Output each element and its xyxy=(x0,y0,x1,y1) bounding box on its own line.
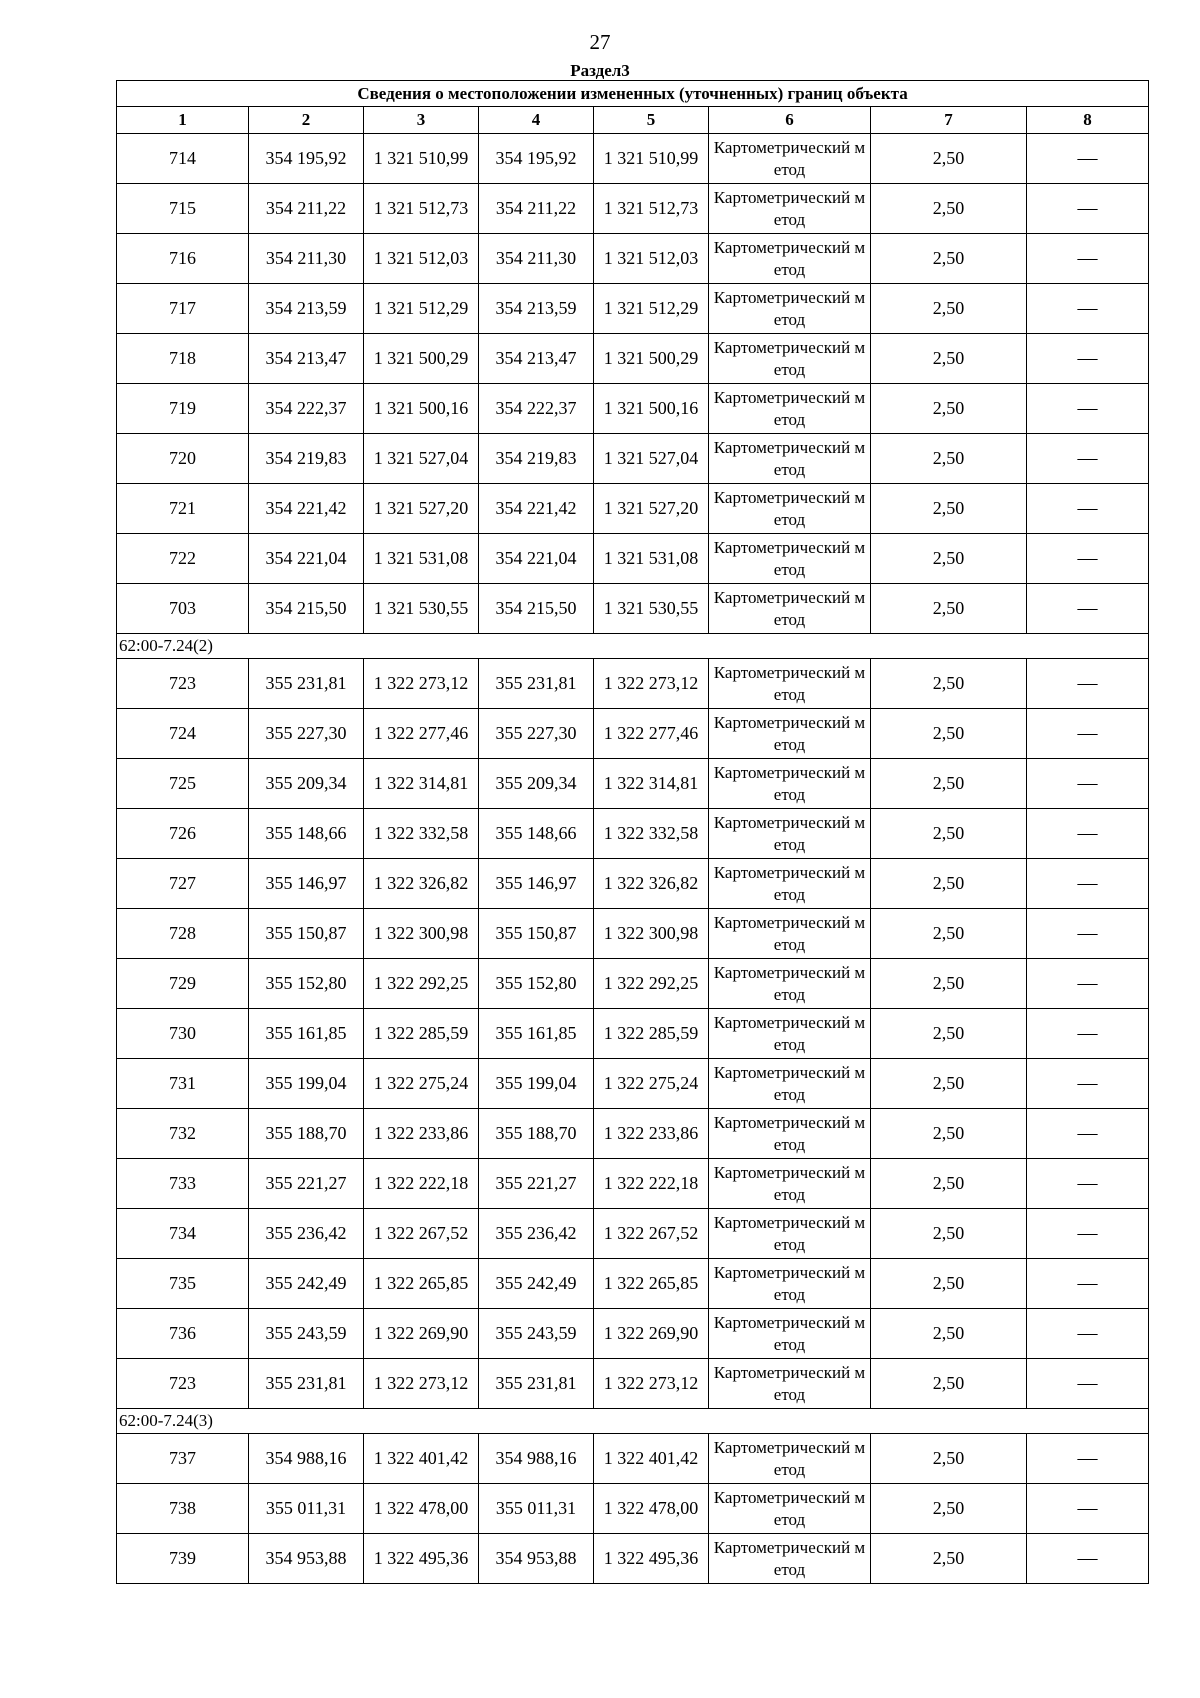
table-row xyxy=(117,1259,1149,1309)
accuracy-cell: 2,50 xyxy=(871,759,1027,809)
accuracy-cell: 2,50 xyxy=(871,1059,1027,1109)
table-row xyxy=(117,1159,1149,1209)
coordinate-cell: 1 322 292,25 xyxy=(364,959,479,1009)
coordinate-cell: 354 215,50 xyxy=(479,584,594,634)
accuracy-cell: 2,50 xyxy=(871,534,1027,584)
point-number-cell: 714 xyxy=(117,134,249,184)
coordinate-cell: 1 321 530,55 xyxy=(364,584,479,634)
note-cell: — xyxy=(1027,284,1149,334)
coordinate-cell: 1 321 527,20 xyxy=(364,484,479,534)
coordinate-cell: 355 236,42 xyxy=(249,1209,364,1259)
coordinate-cell: 355 150,87 xyxy=(479,909,594,959)
coordinate-cell: 1 321 510,99 xyxy=(364,134,479,184)
coordinate-cell: 1 322 233,86 xyxy=(594,1109,709,1159)
coordinate-cell: 355 148,66 xyxy=(249,809,364,859)
table-row xyxy=(117,1534,1149,1584)
accuracy-cell: 2,50 xyxy=(871,1309,1027,1359)
accuracy-cell: 2,50 xyxy=(871,909,1027,959)
point-number-cell: 739 xyxy=(117,1534,249,1584)
accuracy-cell: 2,50 xyxy=(871,1009,1027,1059)
table-row xyxy=(117,1434,1149,1484)
point-number-cell: 733 xyxy=(117,1159,249,1209)
coordinate-cell: 1 322 285,59 xyxy=(594,1009,709,1059)
coordinate-cell: 354 219,83 xyxy=(479,434,594,484)
coordinate-cell: 354 988,16 xyxy=(249,1434,364,1484)
coordinate-cell: 1 321 512,03 xyxy=(364,234,479,284)
point-number-cell: 732 xyxy=(117,1109,249,1159)
accuracy-cell: 2,50 xyxy=(871,184,1027,234)
method-cell: Картометрический метод xyxy=(709,1109,871,1159)
accuracy-cell: 2,50 xyxy=(871,234,1027,284)
note-cell: — xyxy=(1027,234,1149,284)
accuracy-cell: 2,50 xyxy=(871,1434,1027,1484)
note-cell: — xyxy=(1027,1484,1149,1534)
column-number: 8 xyxy=(1027,107,1149,134)
coordinate-cell: 1 322 332,58 xyxy=(594,809,709,859)
group-label: 62:00-7.24(3) xyxy=(117,1409,1149,1434)
point-number-cell: 722 xyxy=(117,534,249,584)
coordinate-cell: 355 188,70 xyxy=(479,1109,594,1159)
coordinate-cell: 355 221,27 xyxy=(249,1159,364,1209)
note-cell: — xyxy=(1027,1059,1149,1109)
coordinate-cell: 355 209,34 xyxy=(249,759,364,809)
method-cell: Картометрический метод xyxy=(709,584,871,634)
note-cell: — xyxy=(1027,134,1149,184)
accuracy-cell: 2,50 xyxy=(871,959,1027,1009)
note-cell: — xyxy=(1027,434,1149,484)
note-cell: — xyxy=(1027,484,1149,534)
table-row xyxy=(117,859,1149,909)
coordinate-cell: 354 221,04 xyxy=(249,534,364,584)
table-row xyxy=(117,1059,1149,1109)
point-number-cell: 726 xyxy=(117,809,249,859)
point-number-cell: 723 xyxy=(117,1359,249,1409)
coordinate-cell: 1 322 222,18 xyxy=(594,1159,709,1209)
method-cell: Картометрический метод xyxy=(709,1534,871,1584)
coordinate-cell: 355 221,27 xyxy=(479,1159,594,1209)
coordinate-cell: 354 211,30 xyxy=(249,234,364,284)
method-cell: Картометрический метод xyxy=(709,1059,871,1109)
column-number: 2 xyxy=(249,107,364,134)
page-number: 27 xyxy=(589,30,611,54)
coordinate-cell: 355 011,31 xyxy=(249,1484,364,1534)
method-cell: Картометрический метод xyxy=(709,234,871,284)
point-number-cell: 727 xyxy=(117,859,249,909)
coordinate-cell: 1 321 531,08 xyxy=(364,534,479,584)
coordinate-cell: 355 242,49 xyxy=(249,1259,364,1309)
note-cell: — xyxy=(1027,384,1149,434)
point-number-cell: 738 xyxy=(117,1484,249,1534)
coordinate-cell: 354 221,42 xyxy=(479,484,594,534)
note-cell: — xyxy=(1027,859,1149,909)
accuracy-cell: 2,50 xyxy=(871,1359,1027,1409)
note-cell: — xyxy=(1027,334,1149,384)
point-number-cell: 725 xyxy=(117,759,249,809)
coordinate-cell: 355 231,81 xyxy=(249,659,364,709)
coordinate-cell: 1 321 531,08 xyxy=(594,534,709,584)
coordinate-cell: 355 227,30 xyxy=(249,709,364,759)
method-cell: Картометрический метод xyxy=(709,1359,871,1409)
table-row xyxy=(117,584,1149,634)
column-number-row xyxy=(117,107,1149,134)
accuracy-cell: 2,50 xyxy=(871,1109,1027,1159)
method-cell: Картометрический метод xyxy=(709,959,871,1009)
point-number-cell: 724 xyxy=(117,709,249,759)
table-row xyxy=(117,1359,1149,1409)
coordinate-cell: 1 322 285,59 xyxy=(364,1009,479,1059)
coordinate-cell: 1 322 314,81 xyxy=(364,759,479,809)
coordinate-cell: 354 213,59 xyxy=(249,284,364,334)
coordinate-cell: 1 321 530,55 xyxy=(594,584,709,634)
coordinate-cell: 354 215,50 xyxy=(249,584,364,634)
note-cell: — xyxy=(1027,1534,1149,1584)
accuracy-cell: 2,50 xyxy=(871,859,1027,909)
accuracy-cell: 2,50 xyxy=(871,659,1027,709)
coordinate-cell: 1 321 510,99 xyxy=(594,134,709,184)
coordinate-cell: 1 321 512,73 xyxy=(364,184,479,234)
point-number-cell: 718 xyxy=(117,334,249,384)
coordinate-cell: 355 243,59 xyxy=(479,1309,594,1359)
coordinate-cell: 355 011,31 xyxy=(479,1484,594,1534)
note-cell: — xyxy=(1027,1359,1149,1409)
method-cell: Картометрический метод xyxy=(709,1259,871,1309)
table-row xyxy=(117,809,1149,859)
method-cell: Картометрический метод xyxy=(709,1484,871,1534)
method-cell: Картометрический метод xyxy=(709,709,871,759)
coordinate-cell: 1 322 269,90 xyxy=(364,1309,479,1359)
coordinate-cell: 1 322 495,36 xyxy=(364,1534,479,1584)
coordinate-cell: 1 322 273,12 xyxy=(594,1359,709,1409)
method-cell: Картометрический метод xyxy=(709,1159,871,1209)
column-number: 4 xyxy=(479,107,594,134)
point-number-cell: 728 xyxy=(117,909,249,959)
note-cell: — xyxy=(1027,1259,1149,1309)
point-number-cell: 721 xyxy=(117,484,249,534)
accuracy-cell: 2,50 xyxy=(871,809,1027,859)
coordinate-cell: 1 322 326,82 xyxy=(594,859,709,909)
coordinate-cell: 1 322 478,00 xyxy=(594,1484,709,1534)
coordinate-cell: 1 322 326,82 xyxy=(364,859,479,909)
accuracy-cell: 2,50 xyxy=(871,434,1027,484)
method-cell: Картометрический метод xyxy=(709,809,871,859)
note-cell: — xyxy=(1027,1109,1149,1159)
coordinate-cell: 354 953,88 xyxy=(479,1534,594,1584)
accuracy-cell: 2,50 xyxy=(871,1209,1027,1259)
group-label: 62:00-7.24(2) xyxy=(117,634,1149,659)
note-cell: — xyxy=(1027,759,1149,809)
table-row xyxy=(117,959,1149,1009)
note-cell: — xyxy=(1027,809,1149,859)
coordinate-cell: 1 322 273,12 xyxy=(364,659,479,709)
coordinate-cell: 1 322 267,52 xyxy=(364,1209,479,1259)
column-number: 5 xyxy=(594,107,709,134)
method-cell: Картометрический метод xyxy=(709,184,871,234)
coordinate-cell: 1 322 273,12 xyxy=(594,659,709,709)
accuracy-cell: 2,50 xyxy=(871,1484,1027,1534)
coordinate-cell: 355 231,81 xyxy=(479,1359,594,1409)
coordinate-cell: 354 953,88 xyxy=(249,1534,364,1584)
coordinate-cell: 1 322 233,86 xyxy=(364,1109,479,1159)
coordinate-cell: 1 321 527,04 xyxy=(364,434,479,484)
boundary-coordinates-table xyxy=(116,80,1149,1584)
table-row xyxy=(117,909,1149,959)
coordinate-cell: 355 199,04 xyxy=(479,1059,594,1109)
coordinate-cell: 354 221,04 xyxy=(479,534,594,584)
coordinate-cell: 355 148,66 xyxy=(479,809,594,859)
coordinate-cell: 354 211,30 xyxy=(479,234,594,284)
accuracy-cell: 2,50 xyxy=(871,1159,1027,1209)
accuracy-cell: 2,50 xyxy=(871,584,1027,634)
column-number: 7 xyxy=(871,107,1027,134)
table-row xyxy=(117,659,1149,709)
table-row xyxy=(117,709,1149,759)
coordinate-cell: 354 195,92 xyxy=(479,134,594,184)
method-cell: Картометрический метод xyxy=(709,384,871,434)
method-cell: Картометрический метод xyxy=(709,284,871,334)
coordinate-cell: 354 211,22 xyxy=(249,184,364,234)
point-number-cell: 723 xyxy=(117,659,249,709)
table-row xyxy=(117,1209,1149,1259)
table-row xyxy=(117,534,1149,584)
accuracy-cell: 2,50 xyxy=(871,1259,1027,1309)
coordinate-cell: 354 221,42 xyxy=(249,484,364,534)
coordinate-cell: 1 321 512,29 xyxy=(364,284,479,334)
method-cell: Картометрический метод xyxy=(709,434,871,484)
table-row xyxy=(117,284,1149,334)
coordinate-cell: 1 321 500,29 xyxy=(364,334,479,384)
method-cell: Картометрический метод xyxy=(709,759,871,809)
method-cell: Картометрический метод xyxy=(709,484,871,534)
coordinate-cell: 354 213,47 xyxy=(249,334,364,384)
table-row xyxy=(117,184,1149,234)
column-number: 6 xyxy=(709,107,871,134)
coordinate-cell: 355 236,42 xyxy=(479,1209,594,1259)
method-cell: Картометрический метод xyxy=(709,334,871,384)
point-number-cell: 729 xyxy=(117,959,249,1009)
coordinate-cell: 1 321 500,16 xyxy=(364,384,479,434)
point-number-cell: 716 xyxy=(117,234,249,284)
table-row xyxy=(117,384,1149,434)
coordinate-cell: 1 322 401,42 xyxy=(364,1434,479,1484)
coordinate-cell: 355 161,85 xyxy=(249,1009,364,1059)
note-cell: — xyxy=(1027,184,1149,234)
note-cell: — xyxy=(1027,959,1149,1009)
method-cell: Картометрический метод xyxy=(709,1434,871,1484)
coordinate-cell: 1 322 265,85 xyxy=(364,1259,479,1309)
point-number-cell: 735 xyxy=(117,1259,249,1309)
coordinate-cell: 355 161,85 xyxy=(479,1009,594,1059)
coordinate-cell: 1 322 478,00 xyxy=(364,1484,479,1534)
coordinate-cell: 355 242,49 xyxy=(479,1259,594,1309)
method-cell: Картометрический метод xyxy=(709,859,871,909)
coordinate-cell: 355 146,97 xyxy=(479,859,594,909)
coordinate-cell: 355 231,81 xyxy=(479,659,594,709)
coordinate-cell: 355 243,59 xyxy=(249,1309,364,1359)
table-row xyxy=(117,1009,1149,1059)
column-number: 3 xyxy=(364,107,479,134)
coordinate-cell: 355 209,34 xyxy=(479,759,594,809)
coordinate-cell: 1 322 275,24 xyxy=(594,1059,709,1109)
accuracy-cell: 2,50 xyxy=(871,334,1027,384)
coordinate-cell: 354 222,37 xyxy=(249,384,364,434)
coordinate-cell: 354 222,37 xyxy=(479,384,594,434)
coordinate-cell: 354 988,16 xyxy=(479,1434,594,1484)
coordinate-cell: 1 322 292,25 xyxy=(594,959,709,1009)
accuracy-cell: 2,50 xyxy=(871,1534,1027,1584)
coordinate-cell: 1 321 512,73 xyxy=(594,184,709,234)
coordinate-cell: 1 322 401,42 xyxy=(594,1434,709,1484)
accuracy-cell: 2,50 xyxy=(871,284,1027,334)
table-row xyxy=(117,134,1149,184)
coordinate-cell: 355 146,97 xyxy=(249,859,364,909)
coordinate-cell: 1 322 267,52 xyxy=(594,1209,709,1259)
note-cell: — xyxy=(1027,1009,1149,1059)
point-number-cell: 737 xyxy=(117,1434,249,1484)
coordinate-cell: 1 321 500,29 xyxy=(594,334,709,384)
column-number: 1 xyxy=(117,107,249,134)
note-cell: — xyxy=(1027,709,1149,759)
point-number-cell: 730 xyxy=(117,1009,249,1059)
coordinate-cell: 354 211,22 xyxy=(479,184,594,234)
note-cell: — xyxy=(1027,584,1149,634)
point-number-cell: 736 xyxy=(117,1309,249,1359)
note-cell: — xyxy=(1027,659,1149,709)
point-number-cell: 717 xyxy=(117,284,249,334)
point-number-cell: 720 xyxy=(117,434,249,484)
coordinate-cell: 1 322 273,12 xyxy=(364,1359,479,1409)
table-row xyxy=(117,334,1149,384)
note-cell: — xyxy=(1027,909,1149,959)
coordinate-cell: 1 321 527,04 xyxy=(594,434,709,484)
coordinate-cell: 1 322 277,46 xyxy=(364,709,479,759)
table-row xyxy=(117,434,1149,484)
coordinate-cell: 1 322 275,24 xyxy=(364,1059,479,1109)
method-cell: Картометрический метод xyxy=(709,134,871,184)
coordinate-cell: 1 321 527,20 xyxy=(594,484,709,534)
group-header-row xyxy=(117,634,1149,659)
coordinate-cell: 354 213,59 xyxy=(479,284,594,334)
coordinate-cell: 355 152,80 xyxy=(249,959,364,1009)
method-cell: Картометрический метод xyxy=(709,909,871,959)
coordinate-cell: 355 231,81 xyxy=(249,1359,364,1409)
point-number-cell: 731 xyxy=(117,1059,249,1109)
table-row xyxy=(117,484,1149,534)
table-row xyxy=(117,759,1149,809)
coordinate-cell: 1 322 222,18 xyxy=(364,1159,479,1209)
coordinate-cell: 354 195,92 xyxy=(249,134,364,184)
coordinate-cell: 1 321 512,29 xyxy=(594,284,709,334)
accuracy-cell: 2,50 xyxy=(871,384,1027,434)
accuracy-cell: 2,50 xyxy=(871,134,1027,184)
note-cell: — xyxy=(1027,1309,1149,1359)
table-body xyxy=(117,134,1149,1584)
point-number-cell: 703 xyxy=(117,584,249,634)
section-label: Раздел3 xyxy=(570,61,630,80)
method-cell: Картометрический метод xyxy=(709,534,871,584)
coordinate-cell: 1 322 495,36 xyxy=(594,1534,709,1584)
table-row xyxy=(117,1484,1149,1534)
group-header-row xyxy=(117,1409,1149,1434)
accuracy-cell: 2,50 xyxy=(871,484,1027,534)
coordinate-cell: 1 322 265,85 xyxy=(594,1259,709,1309)
table-row xyxy=(117,1309,1149,1359)
accuracy-cell: 2,50 xyxy=(871,709,1027,759)
coordinate-cell: 355 199,04 xyxy=(249,1059,364,1109)
method-cell: Картометрический метод xyxy=(709,1009,871,1059)
coordinate-cell: 355 152,80 xyxy=(479,959,594,1009)
note-cell: — xyxy=(1027,1434,1149,1484)
coordinate-cell: 355 150,87 xyxy=(249,909,364,959)
note-cell: — xyxy=(1027,1159,1149,1209)
method-cell: Картометрический метод xyxy=(709,1309,871,1359)
coordinate-cell: 1 321 500,16 xyxy=(594,384,709,434)
coordinate-cell: 1 322 269,90 xyxy=(594,1309,709,1359)
method-cell: Картометрический метод xyxy=(709,659,871,709)
table-row xyxy=(117,1109,1149,1159)
coordinate-cell: 1 322 300,98 xyxy=(594,909,709,959)
coordinate-cell: 1 321 512,03 xyxy=(594,234,709,284)
point-number-cell: 734 xyxy=(117,1209,249,1259)
table-row xyxy=(117,234,1149,284)
coordinate-cell: 354 213,47 xyxy=(479,334,594,384)
point-number-cell: 715 xyxy=(117,184,249,234)
coordinate-cell: 355 188,70 xyxy=(249,1109,364,1159)
note-cell: — xyxy=(1027,1209,1149,1259)
point-number-cell: 719 xyxy=(117,384,249,434)
coordinate-cell: 1 322 314,81 xyxy=(594,759,709,809)
coordinate-cell: 1 322 277,46 xyxy=(594,709,709,759)
coordinate-cell: 354 219,83 xyxy=(249,434,364,484)
coordinate-cell: 1 322 300,98 xyxy=(364,909,479,959)
coordinate-cell: 1 322 332,58 xyxy=(364,809,479,859)
table-title: Сведения о местоположении измененных (уточненных) границ объекта xyxy=(117,81,1149,107)
method-cell: Картометрический метод xyxy=(709,1209,871,1259)
coordinate-cell: 355 227,30 xyxy=(479,709,594,759)
note-cell: — xyxy=(1027,534,1149,584)
